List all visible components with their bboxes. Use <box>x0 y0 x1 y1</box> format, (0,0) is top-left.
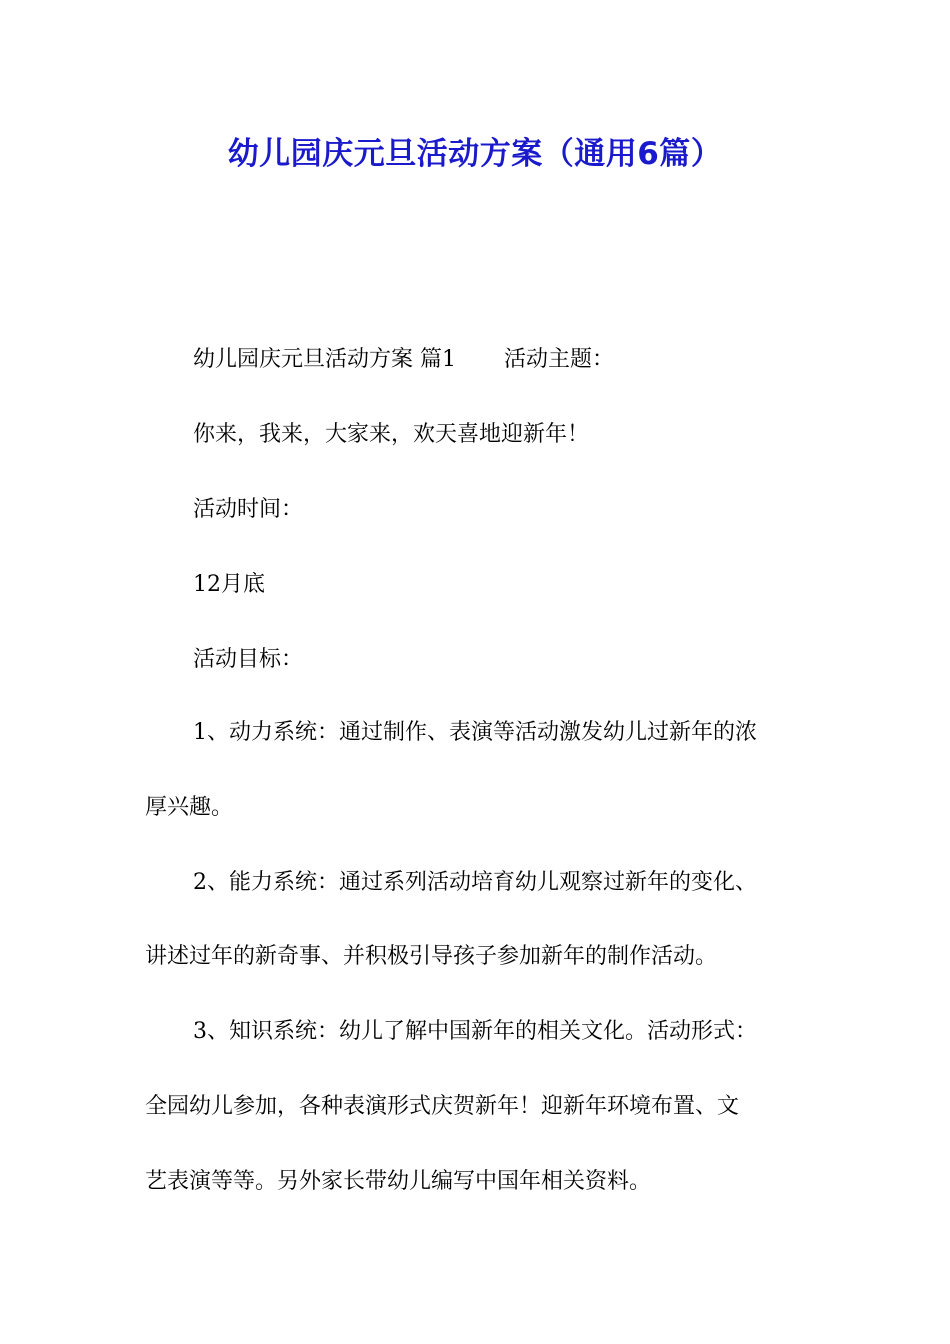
paragraph-line: 活动时间： <box>193 497 304 522</box>
theme-label: 活动主题： <box>504 347 615 372</box>
paragraph-line: 艺表演等等。另外家长带幼儿编写中国年相关资料。 <box>145 1169 652 1194</box>
paragraph-line: 你来，我来，大家来，欢天喜地迎新年！ <box>193 422 590 447</box>
paragraph-line: 讲述过年的新奇事、并积极引导孩子参加新年的制作活动。 <box>145 944 718 969</box>
paragraph-line: 全园幼儿参加，各种表演形式庆贺新年！迎新年环境布置、文 <box>145 1094 740 1119</box>
paragraph-line: 1、动力系统：通过制作、表演等活动激发幼儿过新年的浓 <box>193 720 757 745</box>
paragraph-line: 厚兴趣。 <box>145 795 234 820</box>
paragraph-line: 2、能力系统：通过系列活动培育幼儿观察过新年的变化、 <box>193 870 757 895</box>
paragraph-line: 3、知识系统：幼儿了解中国新年的相关文化。活动形式： <box>193 1019 757 1044</box>
paragraph-line: 活动目标： <box>193 647 304 672</box>
section-heading: 幼儿园庆元旦活动方案 篇1 <box>193 347 456 372</box>
document-title: 幼儿园庆元旦活动方案（通用6篇） <box>227 136 723 172</box>
section-heading-line <box>193 340 614 380</box>
paragraph-line: 12月底 <box>193 572 265 597</box>
